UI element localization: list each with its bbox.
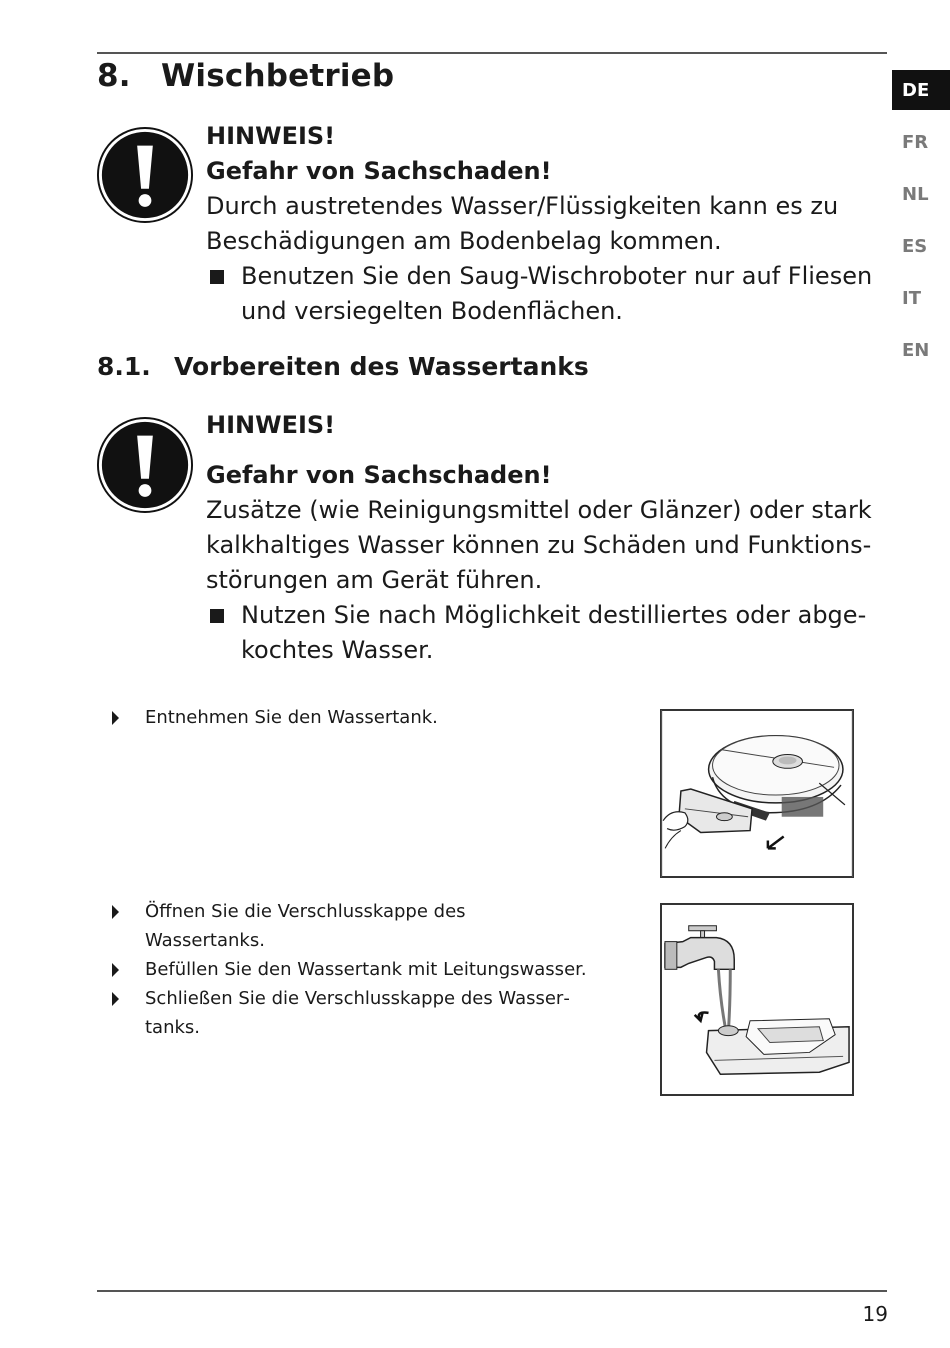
warning-icon <box>96 126 194 224</box>
notice-box <box>206 119 886 329</box>
step-list <box>108 703 608 732</box>
step-list <box>108 897 588 1042</box>
list-item <box>108 984 588 1042</box>
notice-bullet-text: Benutzen Sie den Saug-Wischroboter nur auf Fliesen und versiegelten Bodenflächen. <box>241 262 873 325</box>
lang-tab-it[interactable]: IT <box>902 287 921 309</box>
notice-text: Zusätze (wie Reinigungsmittel oder Glänzer) oder stark kalkhaltiges Wasser können zu Schäden und Funktionsstörungen am Gerät führen. <box>206 496 872 594</box>
warning-icon <box>96 416 194 514</box>
triangle-right-icon <box>112 905 119 919</box>
notice-bullet <box>206 259 886 329</box>
notice-label: HINWEIS! <box>206 411 336 439</box>
notice-box <box>206 408 886 668</box>
subsection-title: Vorbereiten des Wassertanks <box>174 352 589 381</box>
notice-label: HINWEIS! <box>206 122 336 150</box>
step-text: Befüllen Sie den Wassertank mit Leitungswasser. <box>145 959 587 980</box>
notice-text: Durch austretendes Wasser/Flüssigkeiten kann es zu Beschädigungen am Bodenbelag kommen. <box>206 192 839 255</box>
lang-tab-de[interactable]: DE <box>892 70 950 110</box>
notice-heading: Gefahr von Sachschaden! <box>206 461 552 489</box>
step-text: Öffnen Sie die Verschlusskappe des Wassertanks. <box>145 901 466 951</box>
triangle-right-icon <box>112 992 119 1006</box>
bottom-rule <box>97 1290 887 1292</box>
tank-filling-illustration <box>660 903 854 1096</box>
robot-tank-removal-illustration <box>660 709 854 878</box>
subsection-number: 8.1. <box>97 352 151 381</box>
black-square-icon <box>210 270 224 284</box>
notice-heading: Gefahr von Sachschaden! <box>206 157 552 185</box>
section-title: Wischbetrieb <box>161 58 395 94</box>
triangle-right-icon <box>112 711 119 725</box>
section-number: 8. <box>97 58 131 94</box>
step-text: Schließen Sie die Verschlusskappe des Wassertanks. <box>145 988 570 1038</box>
page-number: 19 <box>862 1302 888 1326</box>
triangle-right-icon <box>112 963 119 977</box>
lang-tab-en[interactable]: EN <box>902 339 930 361</box>
section-heading <box>97 58 394 94</box>
lang-tab-nl[interactable]: NL <box>902 183 929 205</box>
notice-bullet <box>206 598 886 668</box>
step-text: Entnehmen Sie den Wassertank. <box>145 707 438 728</box>
notice-bullet-text: Nutzen Sie nach Möglichkeit destilliertes oder abgekochtes Wasser. <box>241 601 867 664</box>
subsection-heading <box>97 352 589 381</box>
lang-tab-es[interactable]: ES <box>902 235 928 257</box>
black-square-icon <box>210 609 224 623</box>
top-rule <box>97 52 887 54</box>
lang-tab-fr[interactable]: FR <box>902 131 929 153</box>
list-item <box>108 703 608 732</box>
list-item <box>108 955 588 984</box>
list-item <box>108 897 588 955</box>
